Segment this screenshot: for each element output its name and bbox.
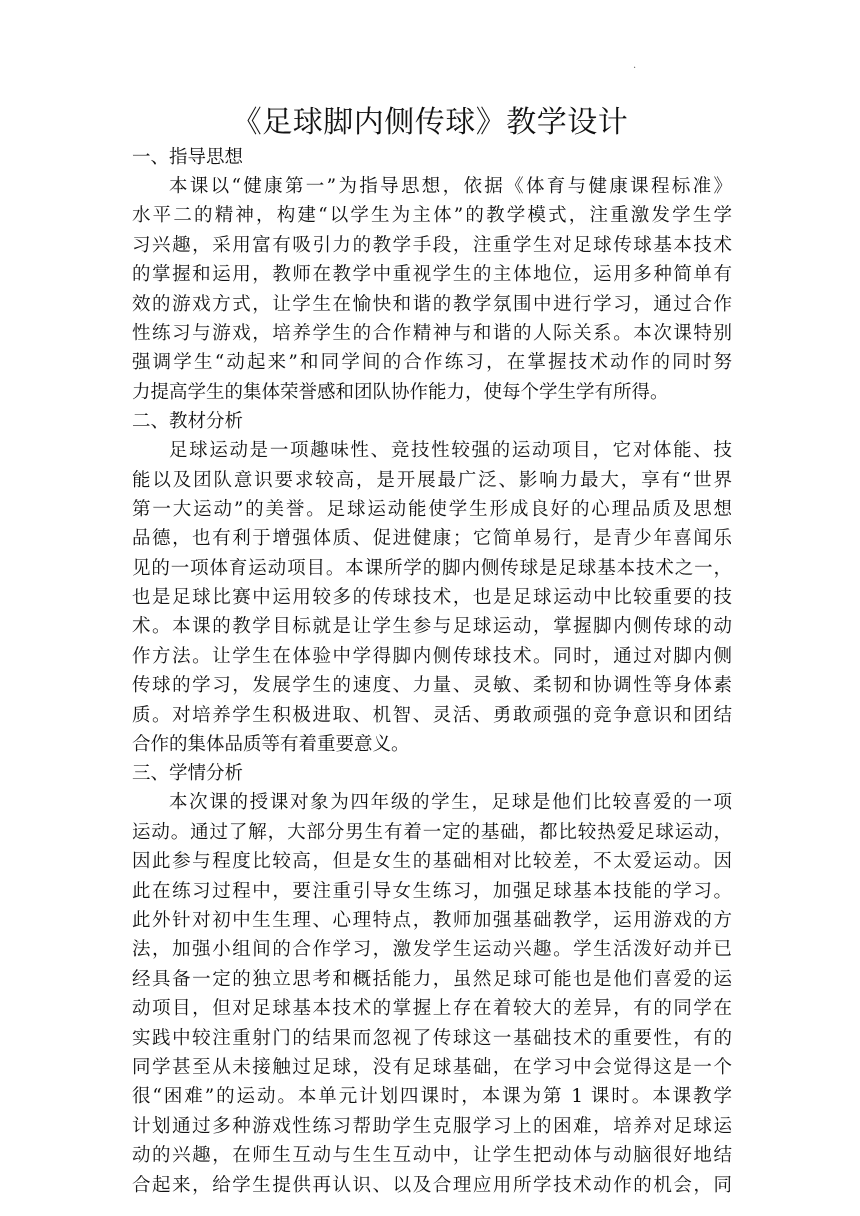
paragraph-line: 本课以“健康第一”为指导思想，依据《体育与健康课程标准》: [169, 176, 732, 197]
section-material-analysis: [132, 407, 732, 759]
paragraph-line: 第一大运动”的美誉。足球运动能使学生形成良好的心理品质及思想: [132, 498, 732, 520]
paragraph-line: 同学甚至从未接触过足球，没有足球基础，在学习中会觉得这是一个: [132, 1056, 732, 1078]
paragraph-line: 法，加强小组间的合作学习，激发学生运动兴趣。学生活泼好动并已: [132, 939, 732, 961]
paragraph-line: 水平二的精神，构建“以学生为主体”的教学模式，注重激发学生学: [132, 205, 732, 227]
paragraph-line: 运动。通过了解，大部分男生有着一定的基础，都比较热爱足球运动，: [132, 821, 732, 843]
paragraph-line: 因此参与程度比较高，但是女生的基础相对比较差，不太爱运动。因: [132, 851, 732, 873]
paragraph-line: 术。本课的教学目标就是让学生参与足球运动，掌握脚内侧传球的动: [132, 616, 732, 638]
paragraph-line: 能以及团队意识要求较高，是开展最广泛、影响力最大，享有“世界: [132, 469, 732, 491]
paragraph-line: 此外针对初中生生理、心理特点，教师加强基础教学，运用游戏的方: [132, 909, 732, 931]
paragraph-line: 此在练习过程中，要注重引导女生练习，加强足球基本技能的学习。: [132, 880, 732, 902]
document-body: [132, 143, 732, 1200]
paragraph-line: 见的一项体育运动项目。本课所学的脚内侧传球是足球基本技术之一，: [132, 557, 732, 579]
paragraph-line: 计划通过多种游戏性练习帮助学生克服学习上的困难，培养对足球运: [132, 1115, 732, 1137]
section-guiding-ideology: [132, 143, 732, 407]
paragraph-line: 足球运动是一项趣味性、竞技性较强的运动项目，它对体能、技: [169, 440, 732, 462]
document-title: 《足球脚内侧传球》教学设计: [231, 105, 629, 140]
paragraph-line: 强调学生“动起来”和同学间的合作练习，在掌握技术动作的同时努: [132, 352, 732, 374]
section-heading: 二、教材分析: [132, 411, 244, 433]
paragraph-line: 动项目，但对足球基本技术的掌握上存在着较大的差异，有的同学在: [132, 998, 732, 1020]
paragraph-line: 传球的学习，发展学生的速度、力量、灵敏、柔韧和协调性等身体素: [132, 675, 732, 697]
paragraph-line: 性练习与游戏，培养学生的合作精神与和谐的人际关系。本次课特别: [132, 322, 732, 344]
paragraph-line: 效的游戏方式，让学生在愉快和谐的教学氛围中进行学习，通过合作: [132, 293, 732, 315]
paragraph-line: 也是足球比赛中运用较多的传球技术，也是足球运动中比较重要的技: [132, 587, 732, 609]
paragraph-line: 的掌握和运用，教师在教学中重视学生的主体地位，运用多种简单有: [132, 264, 732, 286]
paragraph-line: 动的兴趣，在师生互动与生生互动中，让学生把动体与动脑很好地结: [132, 1145, 732, 1167]
paragraph-line: 作方法。让学生在体验中学得脚内侧传球技术。同时，通过对脚内侧: [132, 645, 732, 667]
paragraph-line: 质。对培养学生积极进取、机智、灵活、勇敢顽强的竞争意识和团结: [132, 704, 732, 726]
section-heading: 一、指导思想: [132, 147, 244, 168]
section-student-analysis: [132, 759, 732, 1199]
paragraph-line: 习兴趣，采用富有吸引力的教学手段，注重学生对足球传球基本技术: [132, 234, 732, 256]
paragraph-line: 很“困难”的运动。本单元计划四课时，本课为第 1 课时。本课教学: [132, 1086, 732, 1108]
paragraph-line: 品德，也有利于增强体质、促进健康；它简单易行，是青少年喜闻乐: [132, 528, 732, 550]
paragraph-line: 实践中较注重射门的结果而忽视了传球这一基础技术的重要性，有的: [132, 1027, 732, 1049]
section-heading: 三、学情分析: [132, 763, 244, 785]
paragraph-line: 力提高学生的集体荣誉感和团队协作能力，使每个学生学有所得。: [132, 381, 669, 403]
paragraph-line: 合起来，给学生提供再认识、以及合理应用所学技术动作的机会，同: [132, 1174, 732, 1196]
paragraph-line: 合作的集体品质等有着重要意义。: [132, 734, 410, 756]
paragraph-line: 本次课的授课对象为四年级的学生，足球是他们比较喜爱的一项: [169, 792, 732, 814]
paragraph-line: 经具备一定的独立思考和概括能力，虽然足球可能也是他们喜爱的运: [132, 968, 732, 990]
corner-mark: .: [633, 60, 637, 71]
